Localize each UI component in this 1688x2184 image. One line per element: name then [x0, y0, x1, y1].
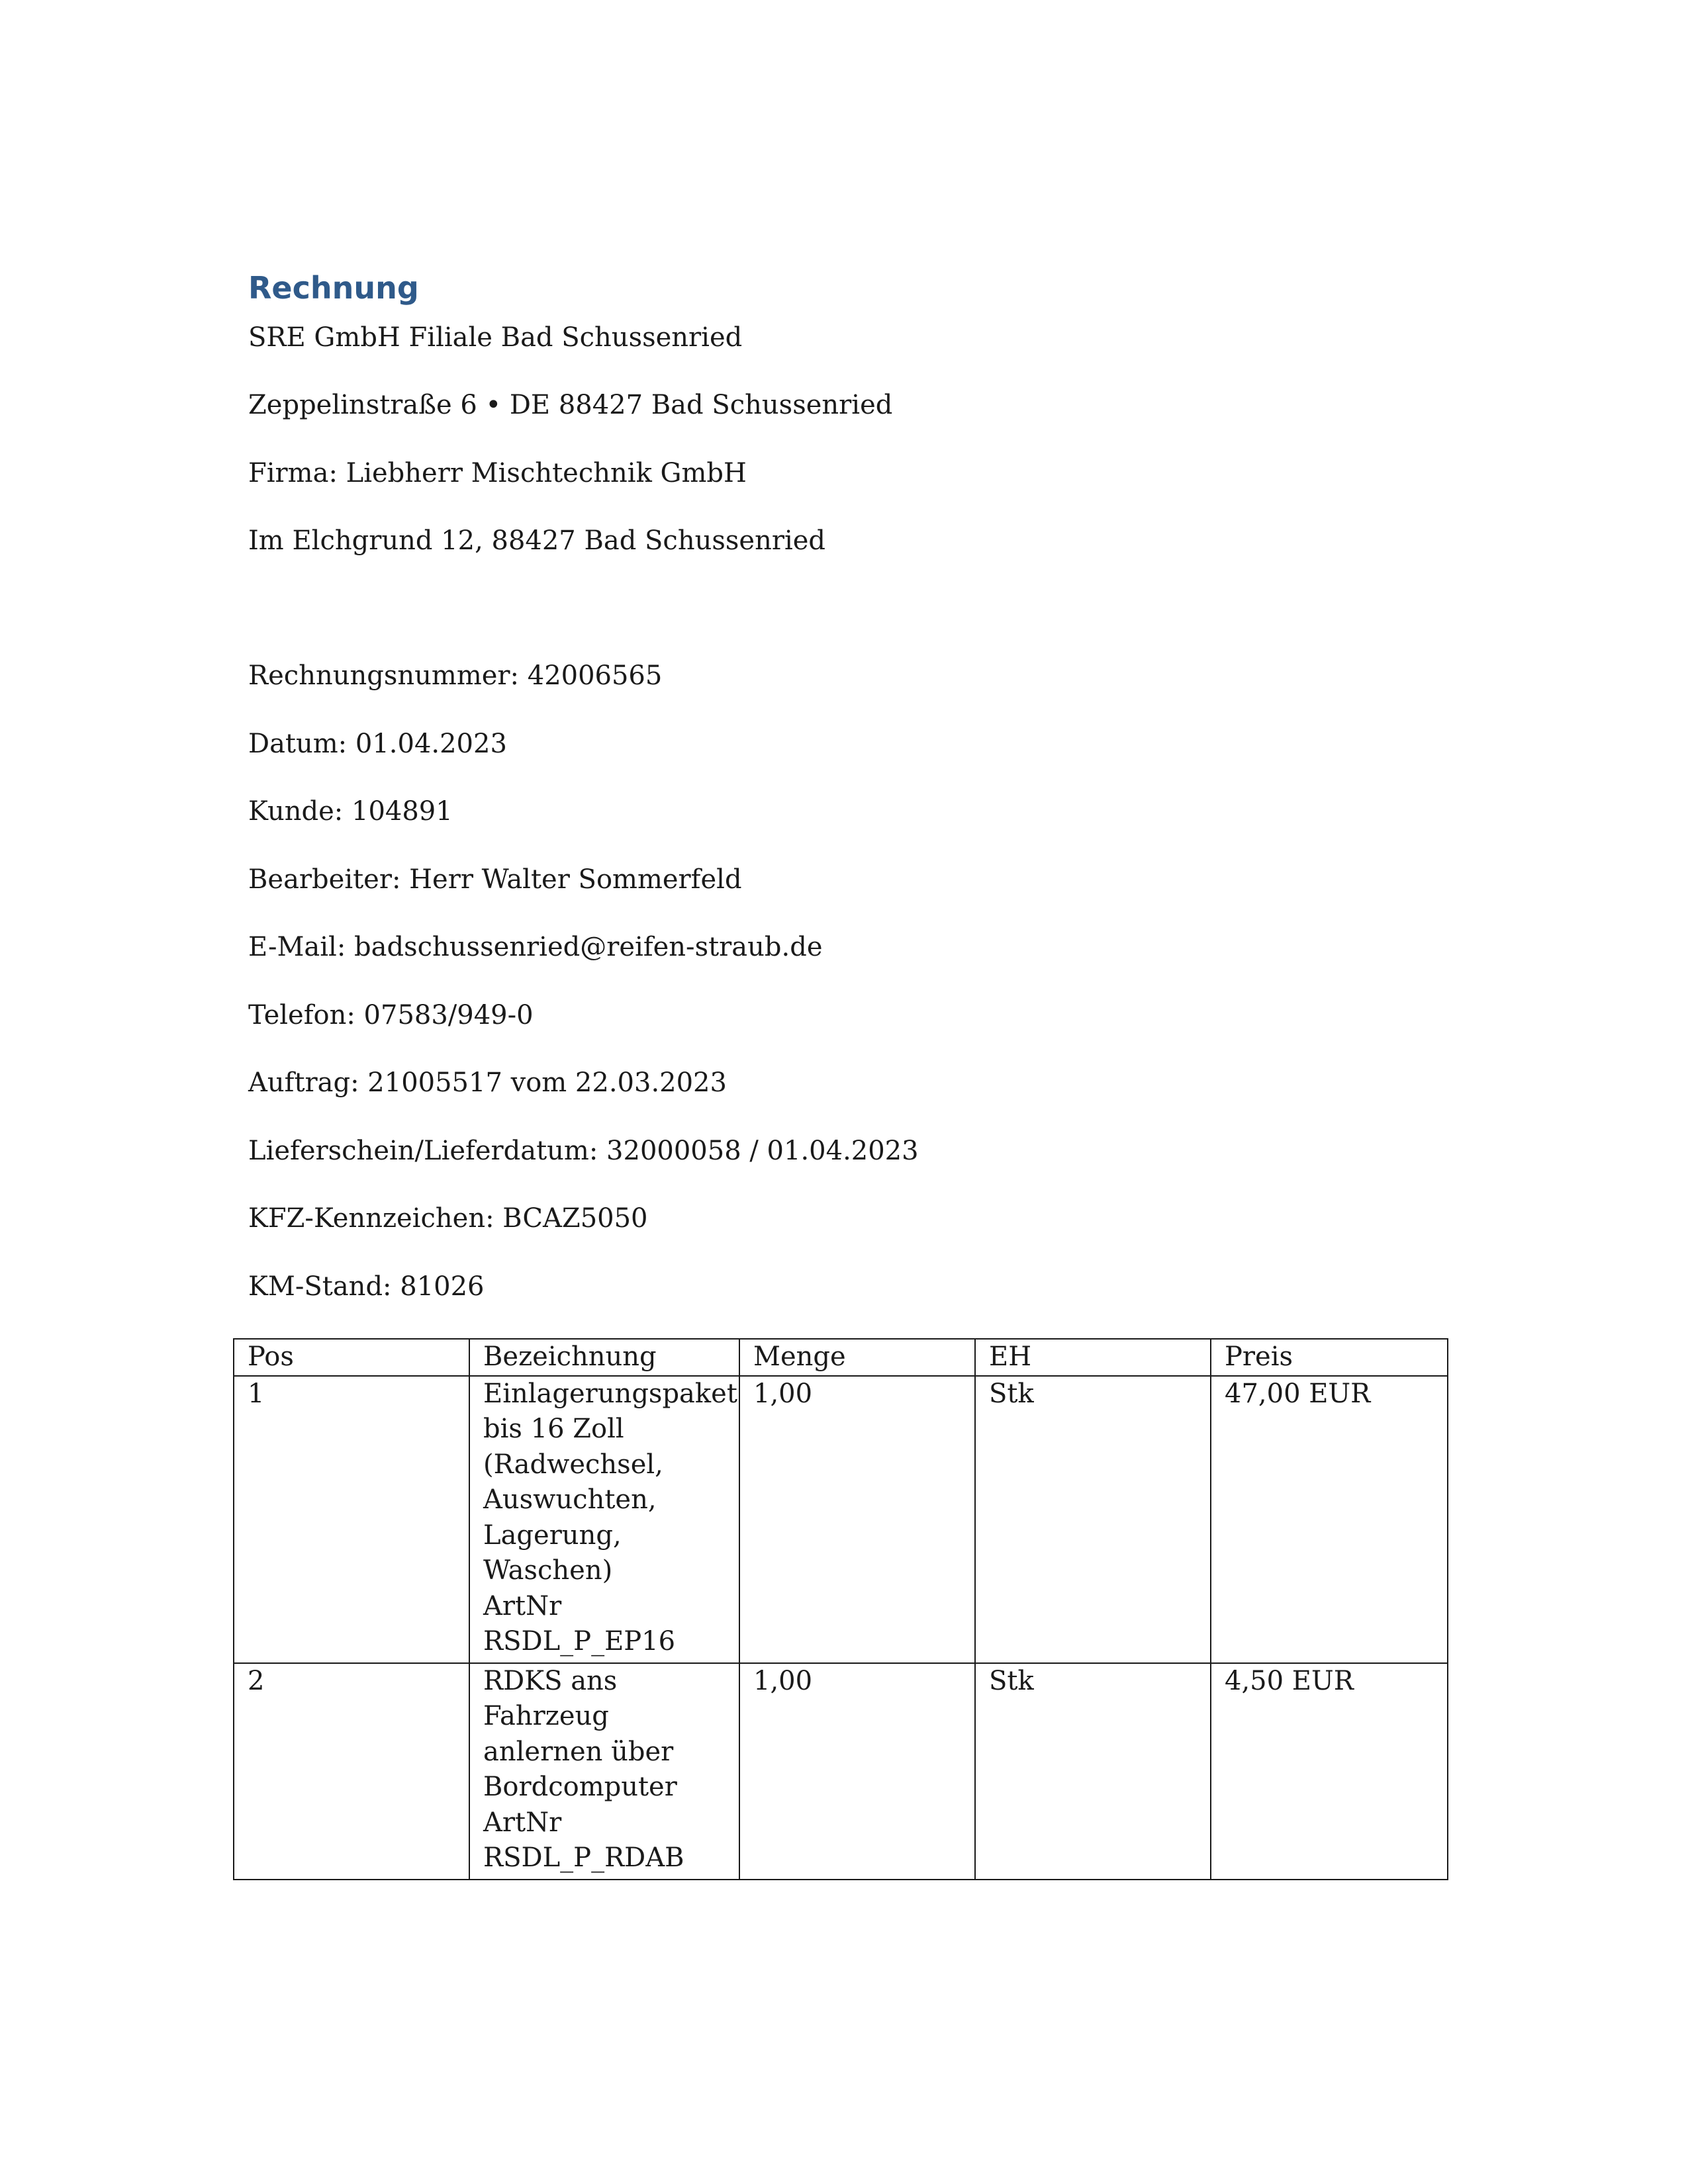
cell-menge: 1,00 [739, 1376, 975, 1663]
description-line: Waschen) [483, 1555, 613, 1586]
customer-number: Kunde: 104891 [248, 796, 453, 827]
clerk: Bearbeiter: Herr Walter Sommerfeld [248, 864, 742, 895]
description-line: Lagerung, [483, 1520, 622, 1551]
invoice-title: Rechnung [248, 270, 419, 306]
cell-preis: 4,50 EUR [1211, 1663, 1448, 1880]
line-items-table [233, 1338, 1448, 1880]
description-line: Einlagerungspaket [483, 1378, 737, 1409]
invoice-number: Rechnungsnummer: 42006565 [248, 660, 663, 691]
license-plate: KFZ-Kennzeichen: BCAZ5050 [248, 1203, 648, 1234]
column-header-preis: Preis [1211, 1339, 1448, 1376]
cell-menge: 1,00 [739, 1663, 975, 1880]
customer-address: Im Elchgrund 12, 88427 Bad Schussenried [248, 525, 826, 556]
column-header-menge: Menge [739, 1339, 975, 1376]
delivery-note: Lieferschein/Lieferdatum: 32000058 / 01.04.2023 [248, 1136, 919, 1166]
cell-eh: Stk [975, 1663, 1211, 1880]
order-reference: Auftrag: 21005517 vom 22.03.2023 [248, 1068, 727, 1098]
description-line: ArtNr [483, 1807, 562, 1838]
description-line: Auswuchten, [483, 1484, 657, 1515]
description-line: ArtNr [483, 1590, 562, 1621]
company-name: SRE GmbH Filiale Bad Schussenried [248, 322, 743, 353]
column-header-pos: Pos [234, 1339, 469, 1376]
description-line: bis 16 Zoll [483, 1414, 624, 1444]
customer-company: Firma: Liebherr Mischtechnik GmbH [248, 458, 747, 488]
company-address: Zeppelinstraße 6 • DE 88427 Bad Schussenried [248, 390, 893, 420]
description-line: RDKS ans [483, 1665, 618, 1696]
cell-preis: 47,00 EUR [1211, 1376, 1448, 1663]
column-header-bezeichnung: Bezeichnung [469, 1339, 739, 1376]
table-row [234, 1376, 1448, 1663]
description-line: anlernen über [483, 1736, 674, 1767]
cell-bezeichnung [469, 1376, 739, 1663]
cell-pos: 2 [234, 1663, 469, 1880]
column-header-eh: EH [975, 1339, 1211, 1376]
cell-pos: 1 [234, 1376, 469, 1663]
mileage: KM-Stand: 81026 [248, 1271, 485, 1302]
description-line: (Radwechsel, [483, 1449, 663, 1480]
table-header-row [234, 1339, 1448, 1376]
description-line: RSDL_P_RDAB [483, 1843, 684, 1873]
description-line: Fahrzeug [483, 1701, 609, 1731]
email: E-Mail: badschussenried@reifen-straub.de [248, 932, 823, 962]
phone: Telefon: 07583/949-0 [248, 1000, 534, 1030]
invoice-date: Datum: 01.04.2023 [248, 729, 507, 759]
cell-eh: Stk [975, 1376, 1211, 1663]
table-row [234, 1663, 1448, 1880]
cell-bezeichnung [469, 1663, 739, 1880]
description-line: RSDL_P_EP16 [483, 1626, 676, 1657]
description-line: Bordcomputer [483, 1772, 677, 1802]
